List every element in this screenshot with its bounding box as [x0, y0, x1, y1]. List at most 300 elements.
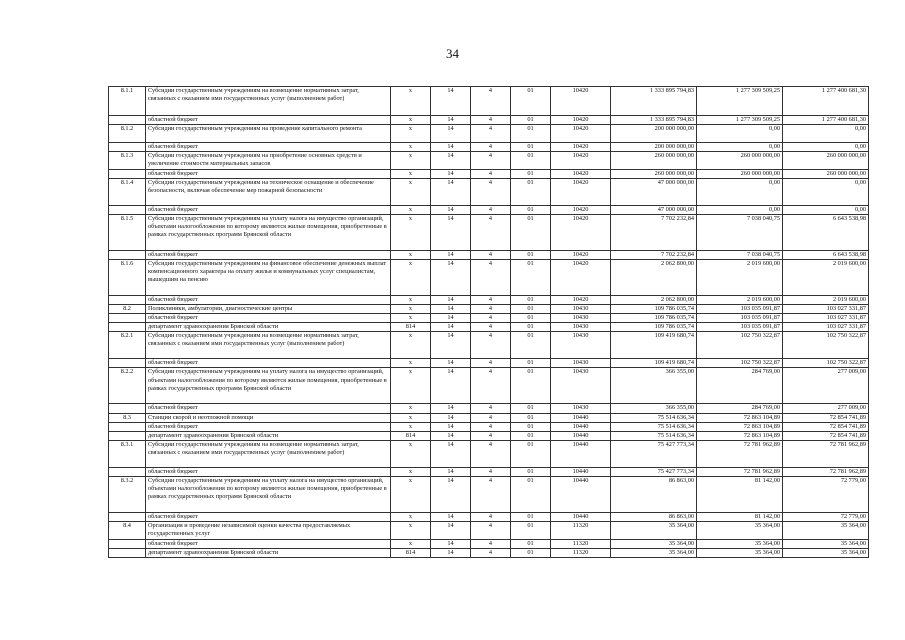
- value-year-2: 81 142,00: [697, 512, 783, 521]
- code-subprogram: 4: [471, 143, 511, 152]
- value-year-3: 72 854 741,89: [783, 422, 869, 431]
- value-year-3: 72 854 741,89: [783, 431, 869, 440]
- code-main-activity: 01: [511, 152, 551, 170]
- row-number: 8.3.1: [109, 440, 146, 467]
- row-number: [109, 206, 146, 215]
- value-year-2: 72 781 962,89: [697, 440, 783, 467]
- table-row: [109, 143, 869, 152]
- value-year-3: 72 779,00: [783, 476, 869, 512]
- code-main-activity: 01: [511, 404, 551, 413]
- row-name: областной бюджет: [146, 143, 391, 152]
- value-year-2: 260 000 000,00: [697, 152, 783, 170]
- code-direction: 10440: [551, 422, 611, 431]
- code-direction: 10420: [551, 143, 611, 152]
- value-year-3: 1 277 400 681,30: [783, 87, 869, 116]
- value-year-1: 7 702 232,84: [611, 215, 697, 251]
- code-subprogram: 4: [471, 539, 511, 548]
- code-main-activity: 01: [511, 368, 551, 404]
- code-direction: 10420: [551, 296, 611, 305]
- row-number: [109, 404, 146, 413]
- row-name: областной бюджет: [146, 359, 391, 368]
- code-direction: 10420: [551, 116, 611, 125]
- value-year-2: 72 863 104,89: [697, 422, 783, 431]
- row-number: [109, 359, 146, 368]
- code-program: 14: [431, 512, 471, 521]
- code-department: х: [391, 404, 431, 413]
- code-program: 14: [431, 476, 471, 512]
- code-program: 14: [431, 539, 471, 548]
- value-year-2: 103 035 091,87: [697, 323, 783, 332]
- code-department: х: [391, 143, 431, 152]
- row-name: департамент здравоохранения Брянской области: [146, 323, 391, 332]
- value-year-1: 86 863,00: [611, 512, 697, 521]
- table-row: [109, 332, 869, 359]
- code-direction: 10430: [551, 404, 611, 413]
- code-subprogram: 4: [471, 179, 511, 206]
- code-department: х: [391, 87, 431, 116]
- value-year-3: 277 009,00: [783, 404, 869, 413]
- code-department: х: [391, 521, 431, 539]
- row-name: Субсидии государственным учреждениям на проведение капитального ремонта: [146, 125, 391, 143]
- code-direction: 10420: [551, 251, 611, 260]
- row-name: Субсидии государственным учреждениям на возмещение нормативных затрат, связанных с оказанием ими государственных услуг (выполнением работ): [146, 332, 391, 359]
- value-year-2: 1 277 309 509,25: [697, 87, 783, 116]
- code-direction: 10430: [551, 368, 611, 404]
- row-name: Организация и проведение независимой оценки качества предоставляемых государственных услуг: [146, 521, 391, 539]
- code-direction: 11320: [551, 548, 611, 557]
- code-program: 14: [431, 314, 471, 323]
- code-department: х: [391, 152, 431, 170]
- value-year-1: 47 000 000,00: [611, 179, 697, 206]
- row-name: областной бюджет: [146, 512, 391, 521]
- value-year-1: 35 364,00: [611, 548, 697, 557]
- value-year-1: 75 427 773,34: [611, 440, 697, 467]
- row-name: департамент здравоохранения Брянской области: [146, 548, 391, 557]
- table-row: [109, 539, 869, 548]
- code-direction: 10420: [551, 260, 611, 296]
- code-subprogram: 4: [471, 305, 511, 314]
- code-program: 14: [431, 413, 471, 422]
- value-year-2: 284 769,00: [697, 368, 783, 404]
- code-department: х: [391, 476, 431, 512]
- table-row: [109, 359, 869, 368]
- code-department: х: [391, 251, 431, 260]
- code-subprogram: 4: [471, 431, 511, 440]
- value-year-2: 2 019 600,00: [697, 296, 783, 305]
- table-row: [109, 152, 869, 170]
- code-department: х: [391, 305, 431, 314]
- code-department: х: [391, 179, 431, 206]
- code-subprogram: 4: [471, 251, 511, 260]
- code-department: х: [391, 314, 431, 323]
- row-name: областной бюджет: [146, 296, 391, 305]
- row-name: Субсидии государственным учреждениям на уплату налога на имущество организаций, объектами налогообложения по которому являются жилые помещения, приобретенные в рамках государственных программ Брянской области: [146, 368, 391, 404]
- row-number: 8.3: [109, 413, 146, 422]
- value-year-2: 7 038 040,75: [697, 215, 783, 251]
- value-year-1: 200 000 000,00: [611, 143, 697, 152]
- code-direction: 10430: [551, 359, 611, 368]
- code-department: 814: [391, 323, 431, 332]
- value-year-3: 35 364,00: [783, 521, 869, 539]
- code-department: х: [391, 422, 431, 431]
- value-year-1: 35 364,00: [611, 521, 697, 539]
- value-year-3: 103 027 331,87: [783, 323, 869, 332]
- table-row: [109, 413, 869, 422]
- code-subprogram: 4: [471, 332, 511, 359]
- value-year-2: 102 750 322,87: [697, 332, 783, 359]
- row-name: областной бюджет: [146, 206, 391, 215]
- code-program: 14: [431, 404, 471, 413]
- code-program: 14: [431, 260, 471, 296]
- value-year-1: 35 364,00: [611, 539, 697, 548]
- code-main-activity: 01: [511, 87, 551, 116]
- table-row: [109, 125, 869, 143]
- row-number: [109, 539, 146, 548]
- code-main-activity: 01: [511, 422, 551, 431]
- row-name: областной бюджет: [146, 314, 391, 323]
- code-program: 14: [431, 125, 471, 143]
- row-number: 8.3.2: [109, 476, 146, 512]
- value-year-2: 0,00: [697, 125, 783, 143]
- code-program: 14: [431, 368, 471, 404]
- code-direction: 10420: [551, 206, 611, 215]
- code-department: х: [391, 467, 431, 476]
- code-program: 14: [431, 305, 471, 314]
- code-department: х: [391, 206, 431, 215]
- table-row: [109, 116, 869, 125]
- code-direction: 10430: [551, 314, 611, 323]
- code-department: х: [391, 440, 431, 467]
- code-subprogram: 4: [471, 404, 511, 413]
- code-main-activity: 01: [511, 314, 551, 323]
- code-main-activity: 01: [511, 332, 551, 359]
- code-subprogram: 4: [471, 152, 511, 170]
- value-year-2: 72 863 104,89: [697, 431, 783, 440]
- code-subprogram: 4: [471, 440, 511, 467]
- value-year-2: 103 035 091,87: [697, 314, 783, 323]
- code-main-activity: 01: [511, 431, 551, 440]
- code-main-activity: 01: [511, 206, 551, 215]
- code-department: х: [391, 296, 431, 305]
- value-year-3: 72 781 962,89: [783, 440, 869, 467]
- row-name: областной бюджет: [146, 170, 391, 179]
- code-direction: 10420: [551, 179, 611, 206]
- value-year-2: 103 035 091,87: [697, 305, 783, 314]
- value-year-3: 72 854 741,89: [783, 413, 869, 422]
- value-year-1: 2 062 800,00: [611, 260, 697, 296]
- value-year-3: 72 781 962,89: [783, 467, 869, 476]
- row-number: [109, 431, 146, 440]
- code-subprogram: 4: [471, 116, 511, 125]
- code-department: х: [391, 125, 431, 143]
- value-year-3: 0,00: [783, 143, 869, 152]
- table-row: [109, 314, 869, 323]
- code-main-activity: 01: [511, 512, 551, 521]
- code-main-activity: 01: [511, 521, 551, 539]
- value-year-1: 75 427 773,34: [611, 467, 697, 476]
- code-main-activity: 01: [511, 467, 551, 476]
- value-year-3: 2 019 600,00: [783, 260, 869, 296]
- value-year-3: 1 277 400 681,30: [783, 116, 869, 125]
- value-year-1: 366 355,00: [611, 404, 697, 413]
- value-year-3: 35 364,00: [783, 539, 869, 548]
- row-name: Субсидии государственным учреждениям на уплату налога на имущество организаций, объектами налогообложения по которому являются жилые помещения, приобретенные в рамках государственных программ Брянской области: [146, 215, 391, 251]
- code-subprogram: 4: [471, 413, 511, 422]
- row-number: [109, 143, 146, 152]
- code-subprogram: 4: [471, 467, 511, 476]
- code-main-activity: 01: [511, 116, 551, 125]
- value-year-2: 7 038 040,75: [697, 251, 783, 260]
- value-year-2: 35 364,00: [697, 548, 783, 557]
- code-department: х: [391, 368, 431, 404]
- code-main-activity: 01: [511, 125, 551, 143]
- code-main-activity: 01: [511, 143, 551, 152]
- table-row: [109, 215, 869, 251]
- code-program: 14: [431, 521, 471, 539]
- code-department: х: [391, 116, 431, 125]
- code-program: 14: [431, 296, 471, 305]
- value-year-2: 72 863 104,89: [697, 413, 783, 422]
- row-number: 8.1.5: [109, 215, 146, 251]
- code-subprogram: 4: [471, 512, 511, 521]
- code-main-activity: 01: [511, 296, 551, 305]
- code-department: х: [391, 512, 431, 521]
- code-main-activity: 01: [511, 476, 551, 512]
- table-row: [109, 476, 869, 512]
- table-row: [109, 179, 869, 206]
- code-main-activity: 01: [511, 251, 551, 260]
- table-row: [109, 440, 869, 467]
- row-name: Субсидии государственным учреждениям на возмещение нормативных затрат, связанных с оказанием ими государственных услуг (выполнением работ): [146, 440, 391, 467]
- value-year-2: 0,00: [697, 143, 783, 152]
- code-program: 14: [431, 116, 471, 125]
- code-main-activity: 01: [511, 260, 551, 296]
- code-program: 14: [431, 143, 471, 152]
- row-name: областной бюджет: [146, 422, 391, 431]
- code-direction: 10420: [551, 87, 611, 116]
- code-subprogram: 4: [471, 215, 511, 251]
- code-main-activity: 01: [511, 413, 551, 422]
- table-row: [109, 467, 869, 476]
- value-year-3: 2 019 600,00: [783, 296, 869, 305]
- code-direction: 10430: [551, 332, 611, 359]
- code-department: х: [391, 332, 431, 359]
- code-program: 14: [431, 87, 471, 116]
- code-direction: 10420: [551, 215, 611, 251]
- table-row: [109, 404, 869, 413]
- value-year-3: 6 643 538,98: [783, 251, 869, 260]
- value-year-2: 72 781 962,89: [697, 467, 783, 476]
- code-main-activity: 01: [511, 305, 551, 314]
- value-year-1: 75 514 636,34: [611, 413, 697, 422]
- row-number: [109, 116, 146, 125]
- code-subprogram: 4: [471, 125, 511, 143]
- code-program: 14: [431, 431, 471, 440]
- value-year-1: 109 419 680,74: [611, 332, 697, 359]
- value-year-1: 1 333 895 794,83: [611, 87, 697, 116]
- code-department: 814: [391, 548, 431, 557]
- value-year-1: 366 355,00: [611, 368, 697, 404]
- table-row: [109, 87, 869, 116]
- code-program: 14: [431, 170, 471, 179]
- page-number: 34: [446, 46, 459, 61]
- row-number: 8.1.1: [109, 87, 146, 116]
- value-year-1: 260 000 000,00: [611, 152, 697, 170]
- value-year-1: 75 514 636,34: [611, 431, 697, 440]
- code-subprogram: 4: [471, 87, 511, 116]
- value-year-1: 1 333 895 794,83: [611, 116, 697, 125]
- value-year-3: 277 009,00: [783, 368, 869, 404]
- table-row: [109, 323, 869, 332]
- code-program: 14: [431, 323, 471, 332]
- row-number: [109, 548, 146, 557]
- table-row: [109, 170, 869, 179]
- code-department: х: [391, 539, 431, 548]
- table-row: [109, 305, 869, 314]
- value-year-1: 109 786 035,74: [611, 305, 697, 314]
- row-number: 8.4: [109, 521, 146, 539]
- code-department: 814: [391, 431, 431, 440]
- value-year-2: 102 750 322,87: [697, 359, 783, 368]
- row-number: 8.1.6: [109, 260, 146, 296]
- row-number: 8.2.2: [109, 368, 146, 404]
- value-year-1: 109 419 680,74: [611, 359, 697, 368]
- value-year-1: 109 786 035,74: [611, 323, 697, 332]
- value-year-3: 72 779,00: [783, 512, 869, 521]
- code-direction: 10440: [551, 476, 611, 512]
- code-program: 14: [431, 206, 471, 215]
- code-subprogram: 4: [471, 206, 511, 215]
- row-name: Субсидии государственным учреждениям на уплату налога на имущество организаций, объектами налогообложения по которому являются жилые помещения, приобретенные в рамках государственных программ Брянской области: [146, 476, 391, 512]
- code-direction: 10430: [551, 323, 611, 332]
- row-number: [109, 422, 146, 431]
- code-main-activity: 01: [511, 539, 551, 548]
- value-year-3: 102 750 322,87: [783, 332, 869, 359]
- value-year-1: 2 062 800,00: [611, 296, 697, 305]
- value-year-3: 103 027 331,87: [783, 305, 869, 314]
- code-program: 14: [431, 215, 471, 251]
- code-subprogram: 4: [471, 476, 511, 512]
- code-program: 14: [431, 467, 471, 476]
- row-number: [109, 251, 146, 260]
- row-number: [109, 467, 146, 476]
- value-year-1: 7 702 232,84: [611, 251, 697, 260]
- value-year-3: 0,00: [783, 179, 869, 206]
- value-year-3: 102 750 322,87: [783, 359, 869, 368]
- value-year-1: 260 000 000,00: [611, 170, 697, 179]
- table-row: [109, 548, 869, 557]
- table-row: [109, 521, 869, 539]
- value-year-3: 0,00: [783, 125, 869, 143]
- code-subprogram: 4: [471, 521, 511, 539]
- value-year-2: 0,00: [697, 206, 783, 215]
- budget-table: [108, 86, 869, 558]
- table-row: [109, 296, 869, 305]
- row-name: областной бюджет: [146, 116, 391, 125]
- value-year-3: 260 000 000,00: [783, 152, 869, 170]
- value-year-1: 86 863,00: [611, 476, 697, 512]
- row-name: Субсидии государственным учреждениям на приобретение основных средств и увеличение стоимости материальных запасов: [146, 152, 391, 170]
- row-name: Поликлиники, амбулатории, диагностические центры: [146, 305, 391, 314]
- code-direction: 10420: [551, 152, 611, 170]
- table-row: [109, 422, 869, 431]
- row-name: департамент здравоохранения Брянской области: [146, 431, 391, 440]
- code-program: 14: [431, 251, 471, 260]
- value-year-1: 75 514 636,34: [611, 422, 697, 431]
- table-row: [109, 431, 869, 440]
- value-year-2: 81 142,00: [697, 476, 783, 512]
- code-main-activity: 01: [511, 170, 551, 179]
- row-number: [109, 296, 146, 305]
- code-direction: 11320: [551, 521, 611, 539]
- code-subprogram: 4: [471, 260, 511, 296]
- value-year-1: 47 000 000,00: [611, 206, 697, 215]
- value-year-3: 260 000 000,00: [783, 170, 869, 179]
- row-number: [109, 170, 146, 179]
- value-year-1: 109 786 035,74: [611, 314, 697, 323]
- code-main-activity: 01: [511, 359, 551, 368]
- row-number: 8.1.4: [109, 179, 146, 206]
- row-name: Субсидии государственным учреждениям на возмещение нормативных затрат, связанных с оказанием ими государственных услуг (выполнением работ): [146, 87, 391, 116]
- row-name: Станции скорой и неотложной помощи: [146, 413, 391, 422]
- code-subprogram: 4: [471, 548, 511, 557]
- code-direction: 10440: [551, 467, 611, 476]
- code-subprogram: 4: [471, 422, 511, 431]
- value-year-2: 284 769,00: [697, 404, 783, 413]
- row-number: 8.1.3: [109, 152, 146, 170]
- code-direction: 10440: [551, 431, 611, 440]
- code-main-activity: 01: [511, 440, 551, 467]
- value-year-3: 35 364,00: [783, 548, 869, 557]
- value-year-3: 0,00: [783, 206, 869, 215]
- code-department: х: [391, 215, 431, 251]
- table-row: [109, 251, 869, 260]
- code-department: х: [391, 413, 431, 422]
- code-department: х: [391, 170, 431, 179]
- code-subprogram: 4: [471, 170, 511, 179]
- code-direction: 10420: [551, 125, 611, 143]
- code-direction: 11320: [551, 539, 611, 548]
- code-direction: 10440: [551, 440, 611, 467]
- code-direction: 10440: [551, 512, 611, 521]
- code-program: 14: [431, 440, 471, 467]
- code-department: х: [391, 260, 431, 296]
- row-name: Субсидии государственным учреждениям на техническое оснащение и обеспечение безопасности, включая обеспечение мер пожарной безопасности: [146, 179, 391, 206]
- code-program: 14: [431, 179, 471, 206]
- code-program: 14: [431, 422, 471, 431]
- code-program: 14: [431, 548, 471, 557]
- code-main-activity: 01: [511, 323, 551, 332]
- value-year-2: 2 019 600,00: [697, 260, 783, 296]
- code-subprogram: 4: [471, 314, 511, 323]
- code-subprogram: 4: [471, 323, 511, 332]
- code-department: х: [391, 359, 431, 368]
- table-row: [109, 368, 869, 404]
- table-body: [109, 87, 869, 558]
- code-direction: 10420: [551, 170, 611, 179]
- row-number: [109, 323, 146, 332]
- table-row: [109, 512, 869, 521]
- code-program: 14: [431, 359, 471, 368]
- value-year-2: 35 364,00: [697, 539, 783, 548]
- row-name: областной бюджет: [146, 404, 391, 413]
- row-number: 8.2: [109, 305, 146, 314]
- code-program: 14: [431, 152, 471, 170]
- value-year-2: 1 277 309 509,25: [697, 116, 783, 125]
- row-name: областной бюджет: [146, 251, 391, 260]
- row-name: областной бюджет: [146, 467, 391, 476]
- table-row: [109, 260, 869, 296]
